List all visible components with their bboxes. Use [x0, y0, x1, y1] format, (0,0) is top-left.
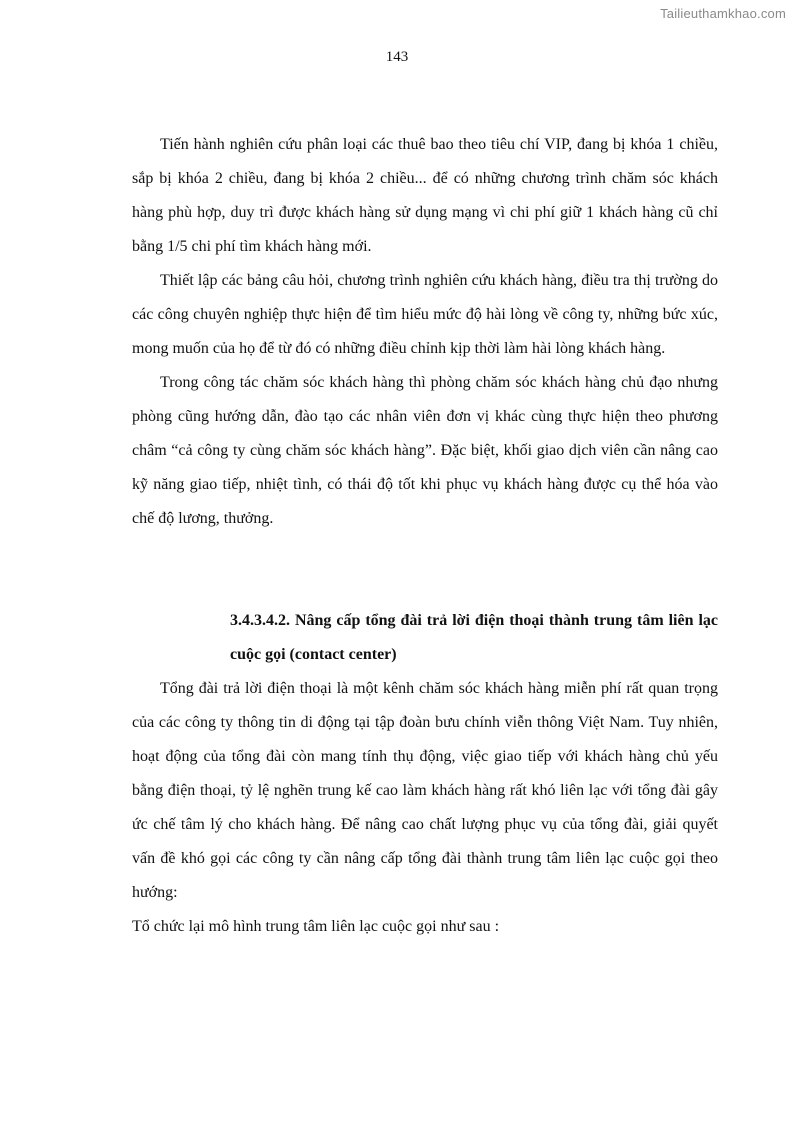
- paragraph-vip-classification: Tiến hành nghiên cứu phân loại các thuê bao theo tiêu chí VIP, đang bị khóa 1 chiều, sắp bị khóa 2 chiều, đang bị khóa 2 chiều... để có những chương trình chăm sóc khách hàng phù hợp, duy trì được khách hàng sử dụng mạng vì chi phí giữ 1 khách hàng cũ chỉ bằng 1/5 chi phí tìm khách hàng mới.: [132, 136, 718, 255]
- section-heading: 3.4.3.4.2. Nâng cấp tổng đài trả lời điện thoại thành trung tâm liên lạc cuộc gọi (contact center): [230, 612, 718, 663]
- closing-line: Tổ chức lại mô hình trung tâm liên lạc cuộc gọi như sau :: [132, 918, 500, 935]
- paragraph-call-center: Tổng đài trả lời điện thoại là một kênh chăm sóc khách hàng miễn phí rất quan trọng của các công ty thông tin di động tại tập đoàn bưu chính viễn thông Việt Nam. Tuy nhiên, hoạt động của tổng đài còn mang tính thụ động, việc giao tiếp với khách hàng chủ yếu bằng điện thoại, tỷ lệ nghẽn trung kế cao làm khách hàng rất khó liên lạc với tổng đài gây ức chế tâm lý cho khách hàng. Để nâng cao chất lượng phục vụ của tổng đài, giải quyết vấn đề khó gọi các công ty cần nâng cấp tổng đài thành trung tâm liên lạc cuộc gọi theo hướng:: [132, 680, 718, 901]
- body-section-top: [132, 128, 718, 536]
- body-section-bottom: [132, 672, 718, 944]
- paragraph-customer-survey: Thiết lập các bảng câu hỏi, chương trình nghiên cứu khách hàng, điều tra thị trường do các công chuyên nghiệp thực hiện để tìm hiểu mức độ hài lòng về công ty, những bức xúc, mong muốn của họ để từ đó có những điều chỉnh kịp thời làm hài lòng khách hàng.: [132, 272, 718, 357]
- watermark: Tailieuthamkhao.com: [660, 6, 786, 21]
- paragraph-customer-care-dept: Trong công tác chăm sóc khách hàng thì phòng chăm sóc khách hàng chủ đạo nhưng phòng cũng hướng dẫn, đào tạo các nhân viên đơn vị khác cùng thực hiện theo phương châm “cả công ty cùng chăm sóc khách hàng”. Đặc biệt, khối giao dịch viên cần nâng cao kỹ năng giao tiếp, nhiệt tình, có thái độ tốt khi phục vụ khách hàng được cụ thể hóa vào chế độ lương, thưởng.: [132, 374, 718, 527]
- page-number: 143: [385, 49, 409, 65]
